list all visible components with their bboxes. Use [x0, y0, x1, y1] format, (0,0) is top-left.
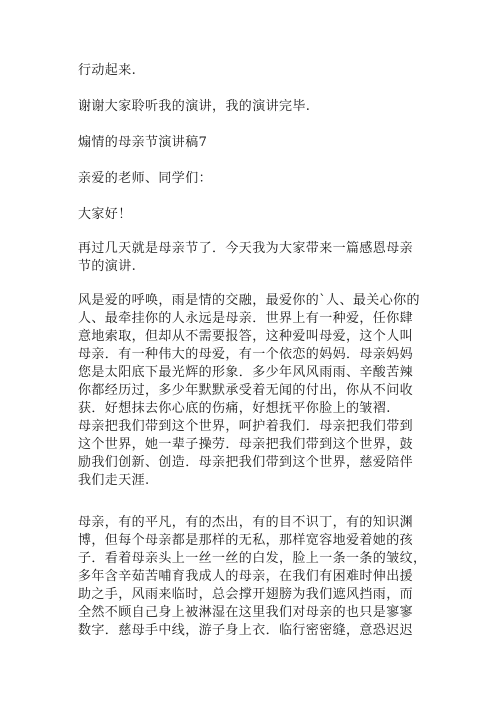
text-line: 我们走天涯.	[78, 473, 150, 488]
text-line: 意地索取，但却从不需要报答，这种爱叫母爱，这个人叫	[78, 329, 414, 344]
text-line: 你都经历过，多少年默默承受着无闻的付出，你从不问收	[78, 383, 414, 398]
text-line: 多年含辛茹苦哺育我成人的母亲，在我们有困难时伸出援	[78, 569, 414, 584]
text-line: 再过几天就是母亲节了．今天我为大家带来一篇感恩母亲	[78, 241, 414, 256]
text-line: 励我们创新、创造．母亲把我们带到这个世界，慈爱陪伴	[78, 455, 414, 470]
text-line: 亲爱的老师、同学们：	[78, 171, 213, 186]
text-line: 煽情的母亲节演讲稿7	[78, 135, 208, 150]
text-line: 博，但每个母亲都是那样的无私，那样宽容地爱着她的孩	[78, 533, 414, 548]
text-line: 母亲．有一种伟大的母爱，有一个依恋的妈妈．母亲妈妈	[78, 347, 414, 362]
salutation	[78, 170, 438, 188]
paragraph-intro	[78, 240, 438, 276]
text-line: 行动起来.	[78, 63, 137, 78]
text-line: 母亲，有的平凡，有的杰出，有的目不识丁，有的知识渊	[78, 515, 414, 530]
speech-title	[78, 134, 438, 152]
text-line: 这个世界，她一辈子操劳．母亲把我们带到这个世界，鼓	[78, 437, 414, 452]
text-line: 您是太阳底下最光辉的形象．多少年风风雨雨、辛酸苦辣	[78, 365, 414, 380]
greeting	[78, 206, 438, 224]
text-line: 全然不顾自己身上被淋湿在这里我们对母亲的也只是寥寥	[78, 605, 414, 620]
text-line: 风是爱的呼唤，雨是情的交融，最爱你的`人、最关心你的	[78, 293, 420, 308]
paragraph-mothers-love	[78, 292, 438, 418]
text-line: 数字．慈母手中线，游子身上衣．临行密密缝，意恐迟迟	[78, 623, 414, 638]
text-line: 助之手，风雨来临时，总会撑开翅膀为我们遮风挡雨，而	[78, 587, 414, 602]
text-line: 母亲把我们带到这个世界，呵护着我们．母亲把我们带到	[78, 419, 414, 434]
text-line: 获．好想抹去你心底的伤痛，好想抚平你脸上的皱褶.	[78, 401, 391, 416]
paragraph-selfless-mothers	[78, 514, 438, 640]
text-line: 谢谢大家聆听我的演讲，我的演讲完毕.	[78, 99, 311, 114]
text-line: 人、最牵挂你的人永远是母亲．世界上有一种爱，任你肆	[78, 311, 414, 326]
paragraph-thanks	[78, 98, 438, 116]
paragraph-brought-into-world	[78, 418, 438, 490]
text-line: 子．看着母亲头上一丝一丝的白发，脸上一条一条的皱纹，	[78, 551, 427, 566]
paragraph-closing-action	[78, 62, 438, 80]
text-line: 节的演讲.	[78, 259, 137, 274]
text-line: 大家好！	[78, 207, 132, 222]
